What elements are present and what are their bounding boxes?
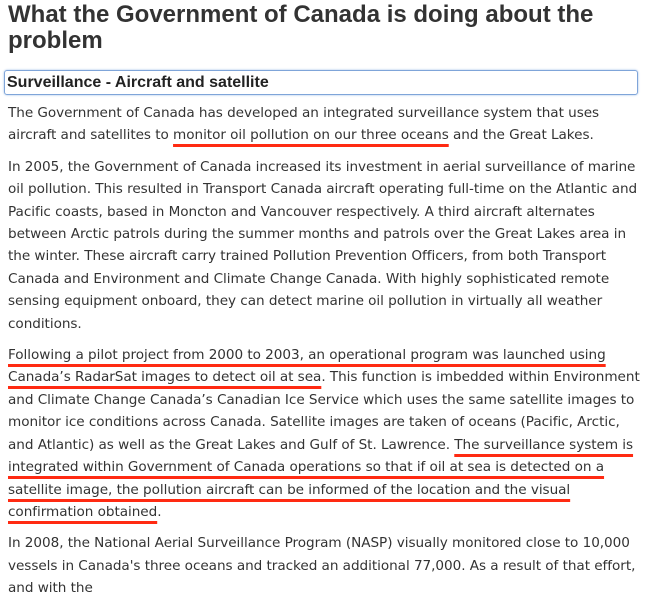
highlight-pilot-project: Following a pilot project from 2000 to 2003, an operational program was launched using Canada’s RadarSat images to detect oil at sea bbox=[8, 347, 606, 386]
paragraph-integrated-surveillance bbox=[8, 102, 642, 147]
paragraph-radarsat bbox=[8, 344, 642, 523]
content-page bbox=[8, 0, 642, 600]
section-heading[interactable]: Surveillance - Aircraft and satellite bbox=[7, 74, 269, 91]
p3-text-end: . bbox=[157, 503, 162, 520]
paragraph-aerial-surveillance: In 2005, the Government of Canada increased its investment in aerial surveillance of marine oil pollution. This resulted in Transport Canada aircraft operating full-time on the Atlantic and Pacific coasts, based in Moncton and Vancouver respectively. A third aircraft alternates between Arctic patrols during the summer months and patrols over the Great Lakes area in the winter. These aircraft carry trained Pollution Prevention Officers, from both Transport Canada and Environment and Climate Change Canada. With highly sophisticated remote sensing equipment onboard, they can detect marine oil pollution in virtually all weather conditions. bbox=[8, 158, 638, 332]
p3-text-middle: . This function is imbedded within Environment and Climate Change Canada’s Canadian Ice Service which uses the same satellite images to monitor ice conditions across Canada. Satellite images are taken of oceans (Pacific, Arctic, and Atlantic) as well as the Great Lakes and Gulf of St. Lawrence. bbox=[8, 369, 640, 453]
highlight-monitor-oil-pollution: monitor oil pollution on our three oceans bbox=[173, 127, 449, 144]
page-title: What the Government of Canada is doing about the problem bbox=[8, 1, 594, 54]
paragraph-nasp: In 2008, the National Aerial Surveillance Program (NASP) visually monitored close to 10,000 vessels in Canada's three oceans and tracked an additional 77,000. As a result of that effort, and with the bbox=[8, 535, 636, 597]
highlight-integrated-system: The surveillance system is integrated within Government of Canada operations so that if oil at sea is detected on a satellite image, the pollution aircraft can be informed of the location and the visual confirmation obtained bbox=[8, 436, 634, 520]
section-heading-focus-box[interactable] bbox=[4, 70, 638, 95]
p1-text-start: The Government of Canada has developed an integrated surveillance system that uses aircraft and satellites to bbox=[8, 105, 600, 144]
p1-text-end: and the Great Lakes. bbox=[448, 127, 594, 144]
